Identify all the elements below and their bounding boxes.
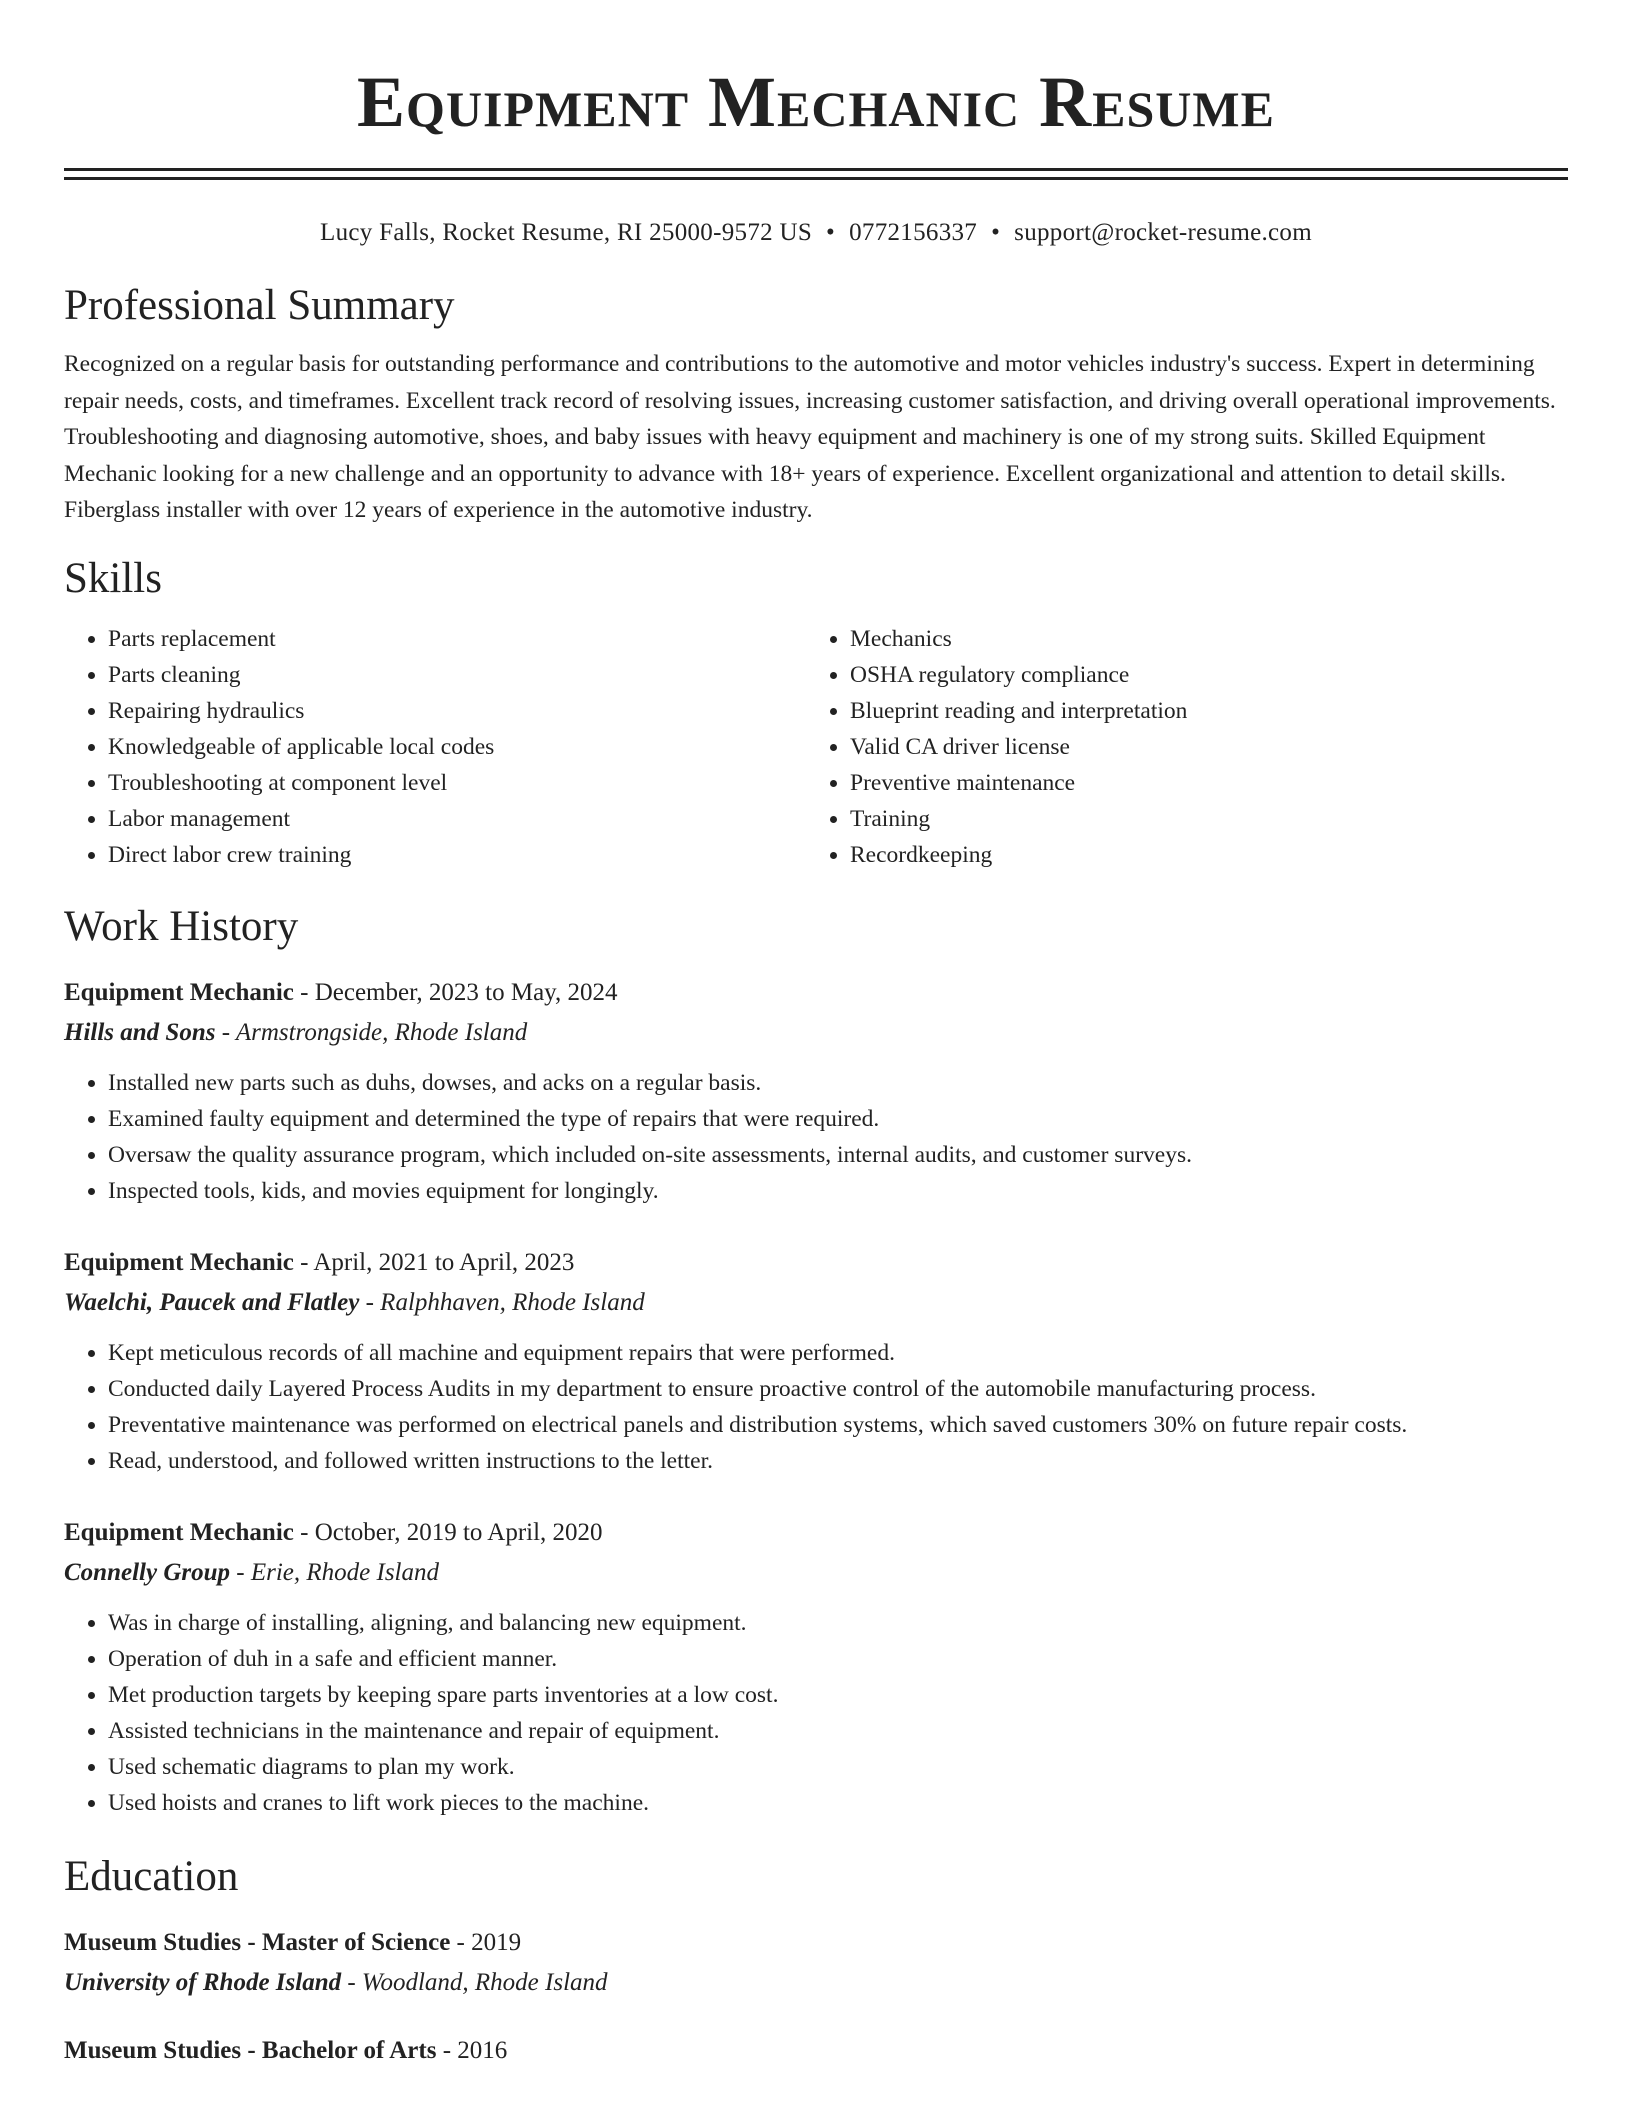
skills-list-left bbox=[64, 621, 806, 873]
contact-line bbox=[64, 216, 1568, 250]
job-duty: • Preventative maintenance was performed on electrical panels and distribution systems, which saved customers 30% on future repair costs. bbox=[108, 1407, 1568, 1443]
job-duty: • Used schematic diagrams to plan my work. bbox=[108, 1749, 1568, 1785]
job-dates: - October, 2019 to April, 2020 bbox=[293, 1518, 603, 1546]
job-location: - Erie, Rhode Island bbox=[230, 1558, 439, 1586]
education-institution bbox=[64, 1965, 1568, 2001]
work-history-heading: Work History bbox=[64, 902, 299, 950]
job-dates: - April, 2021 to April, 2023 bbox=[293, 1248, 575, 1276]
skill-item: • Troubleshooting at component level bbox=[108, 765, 806, 801]
job-duty: • Operation of duh in a safe and efficient manner. bbox=[108, 1641, 1568, 1677]
education-entry bbox=[64, 2033, 1568, 2069]
job-title: Equipment Mechanic bbox=[64, 1248, 294, 1276]
job-duty: • Used hoists and cranes to lift work pieces to the machine. bbox=[108, 1785, 1568, 1821]
job-duty: • Conducted daily Layered Process Audits in my department to ensure proactive control of the automobile manufacturing process. bbox=[108, 1371, 1568, 1407]
education-year: - 2016 bbox=[436, 2036, 508, 2064]
education-year: - 2019 bbox=[450, 1928, 522, 1956]
skill-item: • Knowledgeable of applicable local codes bbox=[108, 729, 806, 765]
skill-item: • Repairing hydraulics bbox=[108, 693, 806, 729]
contact-address: Lucy Falls, Rocket Resume, RI 25000-9572 US bbox=[320, 219, 813, 246]
skill-item: • Direct labor crew training bbox=[108, 837, 806, 873]
skill-item: • Training bbox=[850, 801, 1548, 837]
skill-item: • Valid CA driver license bbox=[850, 729, 1548, 765]
job-employer bbox=[64, 1555, 1568, 1591]
skill-item: • Recordkeeping bbox=[850, 837, 1548, 873]
job-header bbox=[64, 1515, 1568, 1551]
job-header bbox=[64, 975, 1568, 1011]
education-heading: Education bbox=[64, 1852, 239, 1900]
job-duty: • Inspected tools, kids, and movies equipment for longingly. bbox=[108, 1173, 1568, 1209]
job-entry bbox=[64, 975, 1568, 1209]
contact-email: support@rocket-resume.com bbox=[1014, 219, 1312, 246]
job-company: Connelly Group bbox=[64, 1558, 231, 1586]
job-duty: • Examined faulty equipment and determined the type of repairs that were required. bbox=[108, 1101, 1568, 1137]
resume-title: Equipment Mechanic Resume bbox=[357, 62, 1275, 142]
job-duties bbox=[64, 1065, 1568, 1209]
job-duty: • Oversaw the quality assurance program, which included on-site assessments, internal audits, and customer surveys. bbox=[108, 1137, 1568, 1173]
education-school: University of Rhode Island bbox=[64, 1968, 342, 1996]
job-duty: • Kept meticulous records of all machine and equipment repairs that were performed. bbox=[108, 1335, 1568, 1371]
education-header bbox=[64, 1925, 1568, 1961]
skill-item: • Parts cleaning bbox=[108, 657, 806, 693]
skill-item: • Labor management bbox=[108, 801, 806, 837]
job-location: - Armstrongside, Rhode Island bbox=[215, 1018, 528, 1046]
education-location: - Woodland, Rhode Island bbox=[341, 1968, 608, 1996]
skill-item: • Mechanics bbox=[850, 621, 1548, 657]
education-header bbox=[64, 2033, 1568, 2069]
job-employer bbox=[64, 1285, 1568, 1321]
skills-columns bbox=[64, 621, 1568, 873]
summary-text: Recognized on a regular basis for outstanding performance and contributions to the automotive and motor vehicles industry's success. Expert in determining repair needs, costs, and timeframes. Excellent track record of resolving issues, increasing customer satisfaction, and driving overall operational improvements. Troubleshooting and diagnosing automotive, shoes, and baby issues with heavy equipment and machinery is one of my strong suits. Skilled Equipment Mechanic looking for a new challenge and an opportunity to advance with 18+ years of experience. Excellent organizational and attention to detail skills. Fiberglass installer with over 12 years of experience in the automotive industry. bbox=[64, 351, 1556, 523]
job-title: Equipment Mechanic bbox=[64, 1518, 294, 1546]
job-location: - Ralphhaven, Rhode Island bbox=[359, 1288, 645, 1316]
job-company: Hills and Sons bbox=[64, 1018, 216, 1046]
education-degree: Museum Studies - Master of Science bbox=[64, 1928, 451, 1956]
skills-column-right bbox=[806, 621, 1548, 873]
skills-heading: Skills bbox=[64, 554, 162, 602]
job-duty: • Assisted technicians in the maintenance and repair of equipment. bbox=[108, 1713, 1568, 1749]
job-dates: - December, 2023 to May, 2024 bbox=[293, 978, 618, 1006]
job-entry bbox=[64, 1515, 1568, 1821]
job-duty: • Met production targets by keeping spare parts inventories at a low cost. bbox=[108, 1677, 1568, 1713]
job-header bbox=[64, 1245, 1568, 1281]
job-company: Waelchi, Paucek and Flatley bbox=[64, 1288, 360, 1316]
education-degree: Museum Studies - Bachelor of Arts bbox=[64, 2036, 437, 2064]
title-divider-top bbox=[64, 168, 1568, 171]
job-duty: • Read, understood, and followed written instructions to the letter. bbox=[108, 1443, 1568, 1479]
skill-item: • Blueprint reading and interpretation bbox=[850, 693, 1548, 729]
summary-heading: Professional Summary bbox=[64, 282, 455, 329]
title-divider-bottom bbox=[64, 177, 1568, 180]
contact-phone: 0772156337 bbox=[849, 219, 978, 246]
job-entry bbox=[64, 1245, 1568, 1479]
job-employer bbox=[64, 1015, 1568, 1051]
contact-separator: • bbox=[826, 219, 836, 246]
job-duty: • Was in charge of installing, aligning, and balancing new equipment. bbox=[108, 1605, 1568, 1641]
skill-item: • Parts replacement bbox=[108, 621, 806, 657]
skills-list-right bbox=[806, 621, 1548, 873]
skill-item: • Preventive maintenance bbox=[850, 765, 1548, 801]
skills-column-left bbox=[64, 621, 806, 873]
skill-item: • OSHA regulatory compliance bbox=[850, 657, 1548, 693]
job-duties bbox=[64, 1605, 1568, 1821]
education-entry bbox=[64, 1925, 1568, 2001]
job-duty: • Installed new parts such as duhs, dowses, and acks on a regular basis. bbox=[108, 1065, 1568, 1101]
job-title: Equipment Mechanic bbox=[64, 978, 294, 1006]
job-duties bbox=[64, 1335, 1568, 1479]
contact-separator: • bbox=[991, 219, 1001, 246]
